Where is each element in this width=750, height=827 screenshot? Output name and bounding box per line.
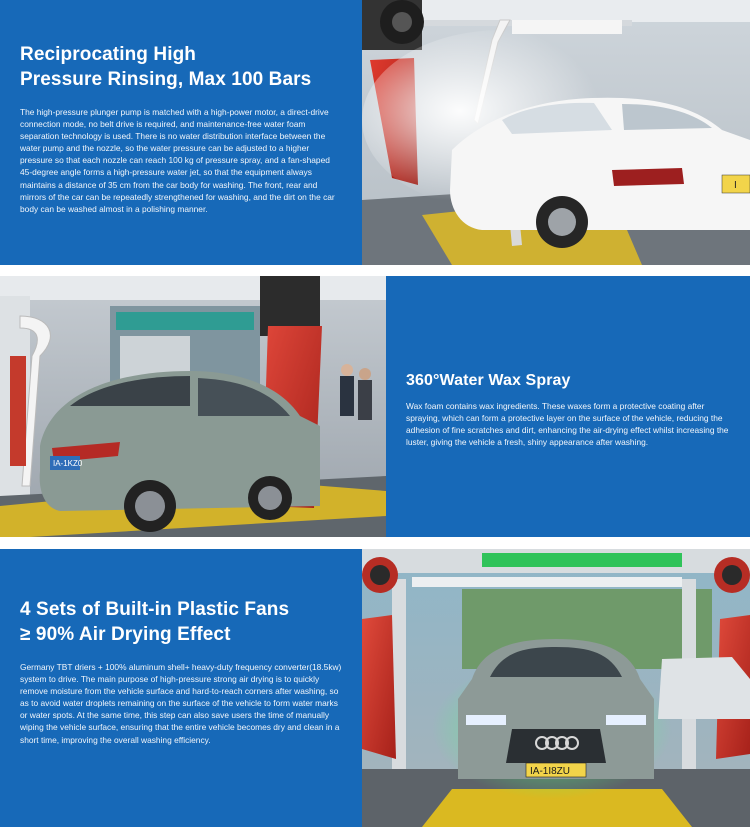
- section-description: Germany TBT driers + 100% aluminum shell+ heavy-duty frequency converter(18.5kw) system to drive. The main purpose of high-pressure strong air drying is to quickly remove moisture from the vehicle surface and hard-to-reach corners after washing, so as to avoid water droplets remaining on the surface of the vehicle to form water marks or water spots. At the same time, this step can also save users the time of manually wiping the vehicle surface, ensuring that the entire vehicle becomes dry and clean in a short time, improving the overall washing efficiency.: [20, 662, 342, 745]
- title-line: Pressure Rinsing, Max 100 Bars: [20, 69, 312, 90]
- drying-photo: [362, 549, 750, 827]
- wax-photo: [0, 276, 386, 537]
- section-title: [406, 370, 734, 392]
- section-water-wax-spray: [0, 276, 750, 537]
- section-title: [20, 42, 342, 92]
- license-plate: IA-1KZ0: [53, 459, 83, 468]
- section-description: Wax foam contains wax ingredients. These waxes form a protective coating after spraying, which can form a protective layer on the surface of the vehicle, reducing the adhesion of fine scratches and dirt, enhancing the air-drying effect whilst increasing the luster, giving the vehicle a fresh, shiny appearance after washing.: [406, 401, 729, 448]
- section-title: [20, 597, 344, 647]
- text-panel: [386, 276, 750, 537]
- section-description: The high-pressure plunger pump is matched with a high-power motor, a direct-drive connection mode, no belt drive is required, and maintenance-free water foam separation technology is used. There is no water distribution interface between the water pump and the nozzle, so the water pressure can be adjusted to a higher pressure so that each nozzle can reach 100 kg of pressure spray, and a fan-shaped 45-degree angle forms a high-pressure water jet, so that the equipment always maintains a distance of 35 cm from the car body for washing. The front, rear and mirrors of the car can be repeatedly strengthened for washing, and the dirt on the car body can be washed almost in a polishing manner.: [20, 107, 335, 214]
- license-plate: IA-1I8ZU: [530, 766, 571, 777]
- license-plate: I: [734, 180, 737, 191]
- title-line: 360°Water Wax Spray: [406, 372, 571, 389]
- title-line: 4 Sets of Built-in Plastic Fans: [20, 599, 290, 620]
- text-panel: [0, 549, 362, 827]
- rinsing-photo: [362, 0, 750, 265]
- title-line: Reciprocating High: [20, 44, 196, 65]
- section-air-drying: [0, 549, 750, 827]
- text-panel: [0, 0, 362, 265]
- title-line: ≥ 90% Air Drying Effect: [20, 624, 231, 645]
- section-high-pressure-rinsing: [0, 0, 750, 265]
